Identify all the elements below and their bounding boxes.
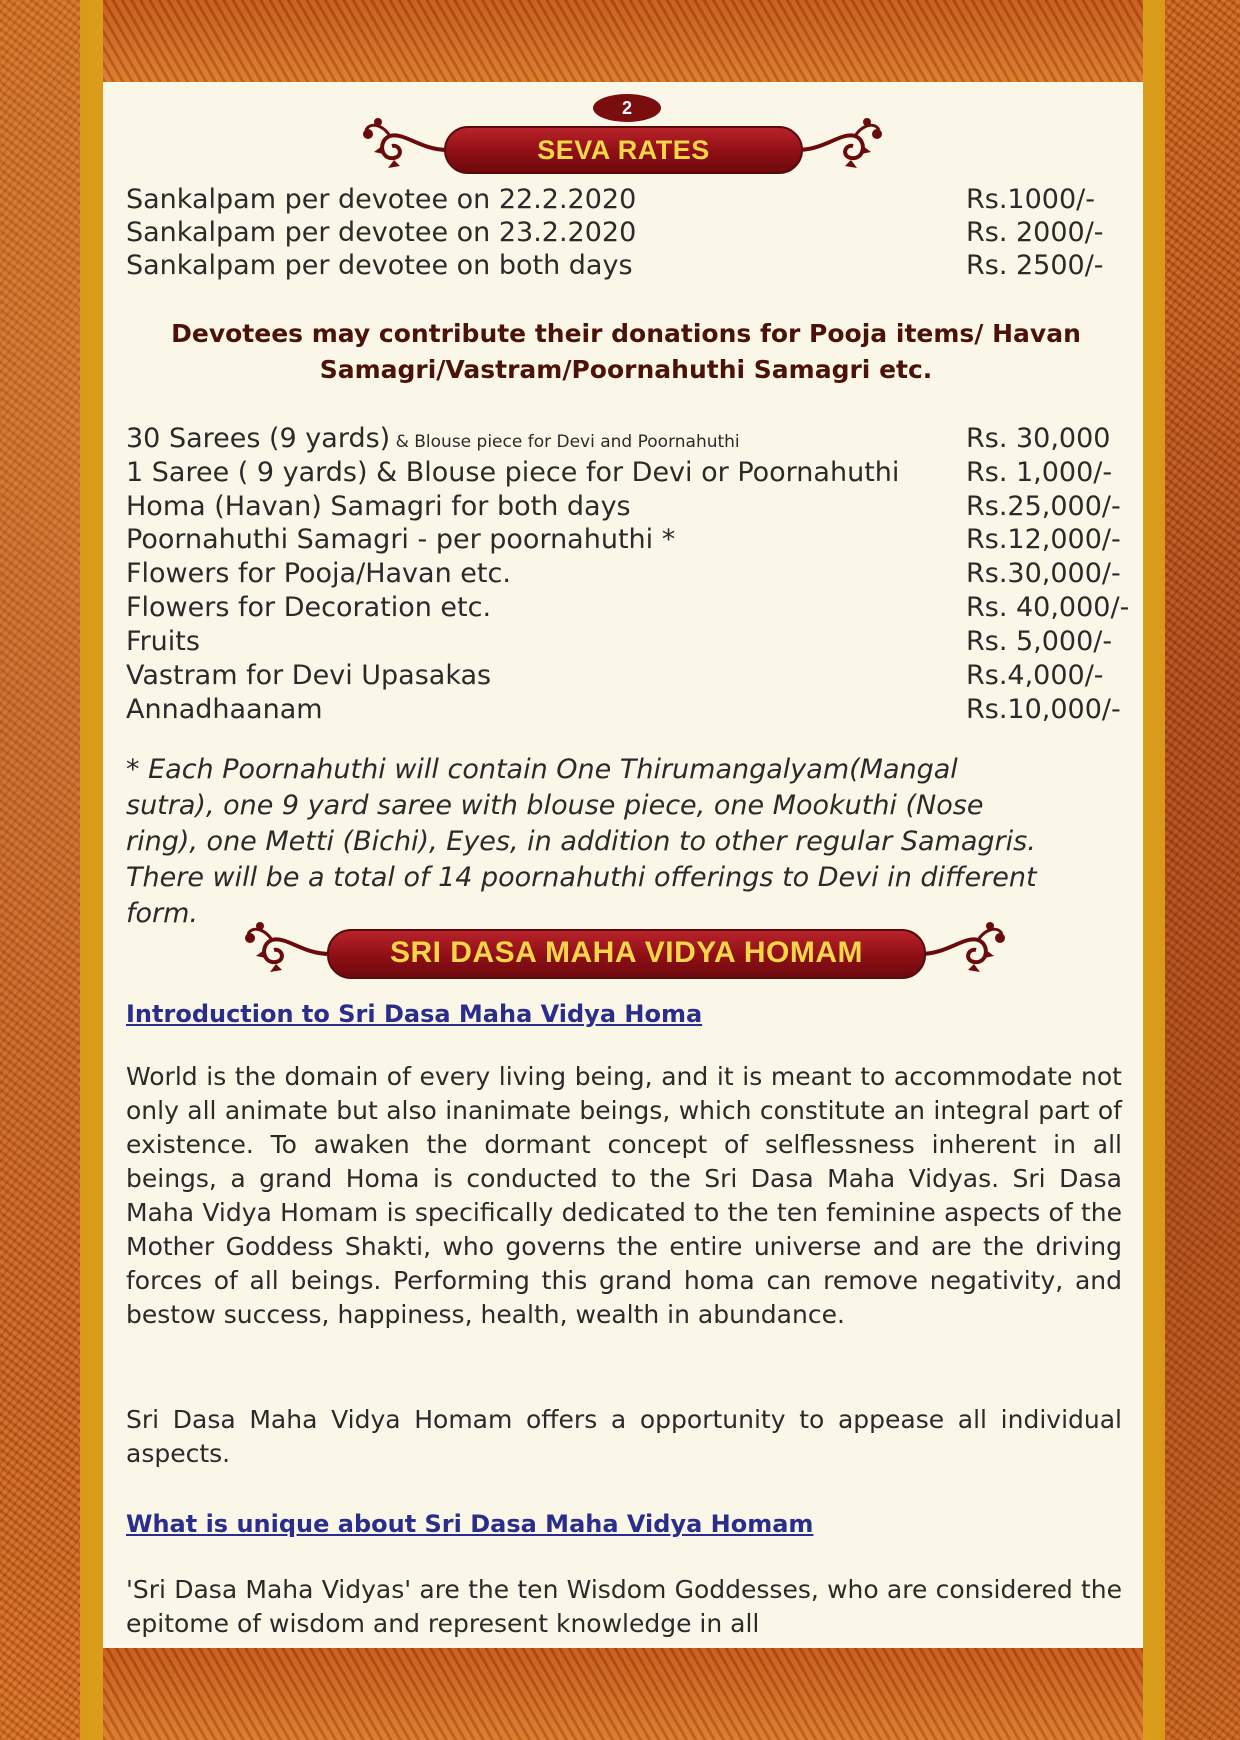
donation-label: Poornahuthi Samagri - per poornahuthi * xyxy=(126,524,676,555)
donation-amount: Rs.4,000/- xyxy=(966,660,1104,691)
donation-label: Flowers for Decoration etc. xyxy=(126,592,492,623)
donation-row xyxy=(126,422,1145,456)
donations-heading-line2: Samagri/Vastram/Poornahuthi Samagri etc. xyxy=(319,355,933,384)
seva-rates-banner: SEVA RATES xyxy=(444,126,803,174)
seva-rate-amount: Rs. 2500/- xyxy=(966,250,1104,281)
seva-rate-row xyxy=(126,216,1145,250)
donation-row xyxy=(126,625,1145,659)
donation-row xyxy=(126,490,1145,524)
intro-heading-link[interactable]: Introduction to Sri Dasa Maha Vidya Homa xyxy=(126,1000,703,1028)
donation-amount: Rs. 5,000/- xyxy=(966,626,1113,657)
right-flourish-icon xyxy=(795,112,885,182)
donation-row xyxy=(126,693,1145,727)
page-number-badge: 2 xyxy=(593,94,661,122)
donation-label: Fruits xyxy=(126,626,200,657)
left-flourish-icon xyxy=(242,916,332,986)
donation-row xyxy=(126,659,1145,693)
seva-rate-amount: Rs.1000/- xyxy=(966,184,1095,215)
seva-rate-label: Sankalpam per devotee on 23.2.2020 xyxy=(126,217,637,248)
poornahuthi-note-line: * Each Poornahuthi will contain One Thirumangalyam(Mangal xyxy=(126,754,958,785)
donation-label: Homa (Havan) Samagri for both days xyxy=(126,491,631,522)
bottom-texture-band xyxy=(103,1648,1143,1740)
poornahuthi-note-line: form. xyxy=(126,898,199,929)
left-flourish-icon xyxy=(360,112,450,182)
donation-amount: Rs. 1,000/- xyxy=(966,457,1113,488)
donation-row xyxy=(126,523,1145,557)
donation-amount: Rs.10,000/- xyxy=(966,694,1121,725)
unique-paragraph: 'Sri Dasa Maha Vidyas' are the ten Wisdom Goddesses, who are considered the epitome of wisdom and represent knowledge in all xyxy=(126,1575,1122,1638)
donation-label: Flowers for Pooja/Havan etc. xyxy=(126,558,511,589)
seva-rate-label: Sankalpam per devotee on 22.2.2020 xyxy=(126,184,637,215)
donation-label: Vastram for Devi Upasakas xyxy=(126,660,492,691)
donation-row xyxy=(126,557,1145,591)
intro-paragraph: World is the domain of every living being, and it is meant to accommodate not only all animate but also inanimate beings, which constitute an integral part of existence. To awaken the dormant concept of selflessness inherent in all beings, a grand Homa is conducted to the Sri Dasa Maha Vidyas. Sri Dasa Maha Vidya Homam is specifically dedicated to the ten feminine aspects of the Mother Goddess Shakti, who governs the entire universe and are the driving forces of all beings. Performing this grand homa can remove negativity, and bestow success, happiness, health, wealth in abundance. xyxy=(126,1062,1122,1329)
donation-amount: Rs. 30,000 xyxy=(966,423,1111,454)
donation-label-main: 30 Sarees (9 yards) xyxy=(126,423,391,454)
offer-paragraph: Sri Dasa Maha Vidya Homam offers a opportunity to appease all individual aspects. xyxy=(126,1405,1122,1468)
seva-rate-row xyxy=(126,183,1145,217)
poornahuthi-note-line: sutra), one 9 yard saree with blouse piece, one Mookuthi (Nose xyxy=(126,790,984,821)
donation-amount: Rs.25,000/- xyxy=(966,491,1121,522)
donations-heading-line1: Devotees may contribute their donations for Pooja items/ Havan xyxy=(171,319,1081,348)
donation-amount: Rs. 40,000/- xyxy=(966,592,1130,623)
poornahuthi-note-line: ring), one Metti (Bichi), Eyes, in addition to other regular Samagris. xyxy=(126,826,1036,857)
poornahuthi-note-line: There will be a total of 14 poornahuthi offerings to Devi in different xyxy=(126,862,1037,893)
top-texture-band xyxy=(103,0,1143,82)
unique-heading-link[interactable]: What is unique about Sri Dasa Maha Vidya Homam xyxy=(126,1510,814,1538)
right-flourish-icon xyxy=(918,916,1008,986)
seva-rate-row xyxy=(126,249,1145,283)
donation-label-small: & Blouse piece for Devi and Poornahuthi xyxy=(390,432,740,452)
donation-amount: Rs.30,000/- xyxy=(966,558,1121,589)
donation-label: 1 Saree ( 9 yards) & Blouse piece for Devi or Poornahuthi xyxy=(126,457,900,488)
donation-amount: Rs.12,000/- xyxy=(966,524,1121,555)
seva-rate-amount: Rs. 2000/- xyxy=(966,217,1104,248)
donation-row xyxy=(126,591,1145,625)
homam-banner: SRI DASA MAHA VIDYA HOMAM xyxy=(327,929,926,979)
donation-label xyxy=(126,422,740,459)
donation-row xyxy=(126,456,1145,490)
donation-label: Annadhaanam xyxy=(126,694,323,725)
seva-rate-label: Sankalpam per devotee on both days xyxy=(126,250,633,281)
